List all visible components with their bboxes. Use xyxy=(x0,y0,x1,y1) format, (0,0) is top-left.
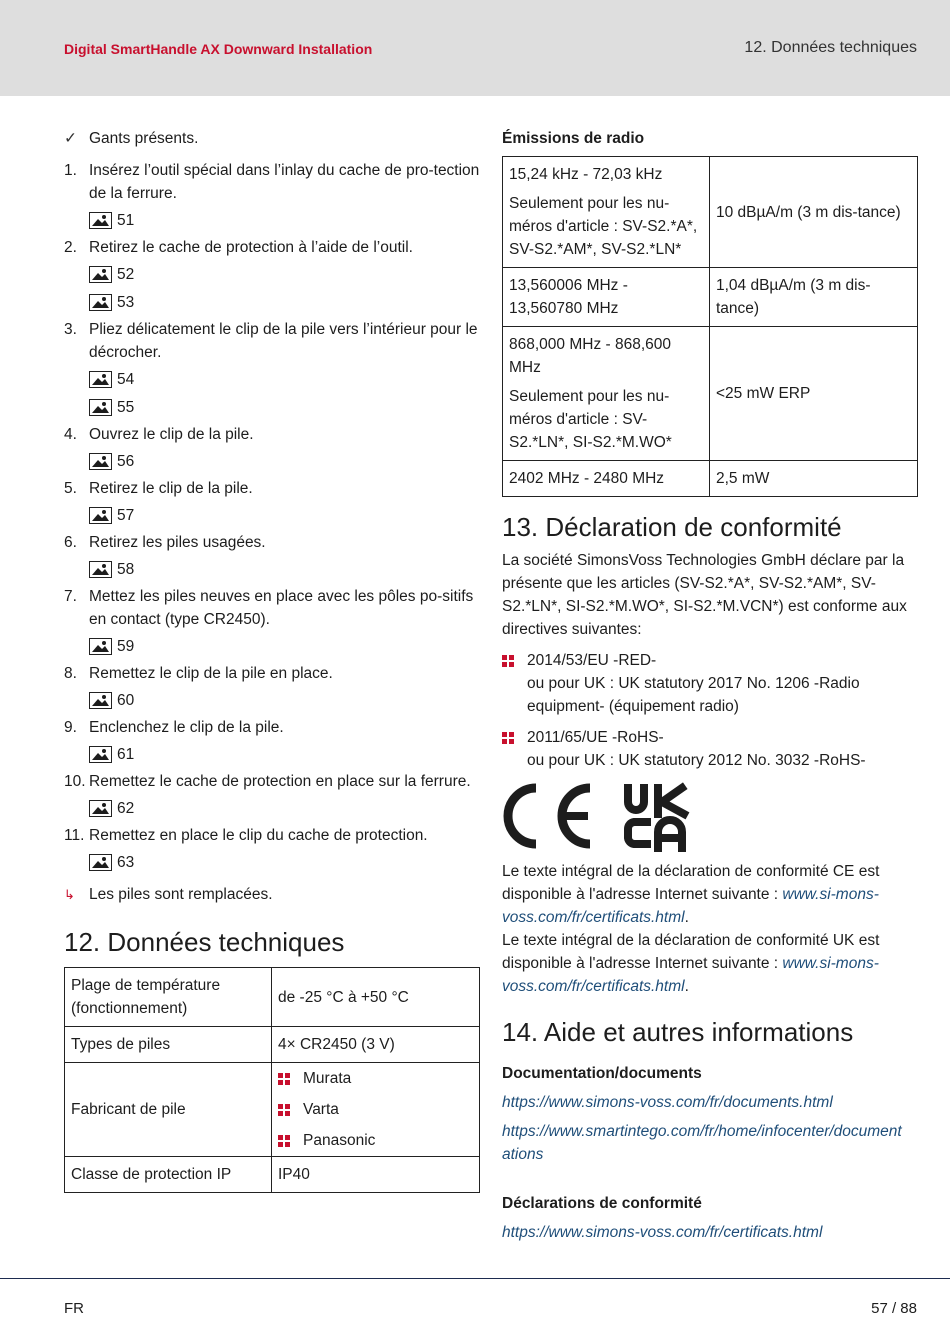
conformity-text: La société SimonsVoss Technologies GmbH déclare par la présente que les articles (SV-S2.*A*, SV-S2.*AM*, SV-S2.*LN*, SI-S2.*M.WO*, SI-S2.*M.VCN*) est conforme aux directives suivantes: xyxy=(502,552,907,638)
declarations-heading: Déclarations de conformité xyxy=(502,1195,702,1212)
figure-number: 60 xyxy=(117,691,135,709)
figure-number: 52 xyxy=(117,265,135,283)
tech-data-heading: 12. Données techniques xyxy=(64,927,345,957)
uk-link[interactable]: www.si-mons-voss.com/fr/certificats.html xyxy=(502,955,879,995)
figure-number: 57 xyxy=(117,506,135,524)
figure-reference[interactable] xyxy=(89,502,480,528)
certificates-link[interactable]: https://www.simons-voss.com/fr/certificats.html xyxy=(502,1224,823,1241)
step-text: Retirez le cache de protection à l’aide de l’outil. xyxy=(89,239,413,256)
ce-declaration: Le texte intégral de la déclaration de conformité CE est disponible à l'adresse Internet suivante : www.si-mons-voss.com/fr/certificats.html. xyxy=(502,863,880,926)
directive-code: 2014/53/EU -RED- xyxy=(527,652,657,669)
step-number: 3. xyxy=(64,321,77,338)
image-icon xyxy=(89,371,112,388)
precondition-text: Gants présents. xyxy=(89,130,199,147)
left-column xyxy=(64,127,480,1193)
step-number: 6. xyxy=(64,534,77,551)
page-header xyxy=(0,0,950,96)
ce-text: Le texte intégral de la déclaration de conformité CE est disponible à l'adresse Internet suivante : xyxy=(502,863,880,903)
battery-value: 4× CR2450 (3 V) xyxy=(272,1027,480,1063)
step-text: Remettez le cache de protection en place sur la ferrure. xyxy=(89,773,471,790)
result-text: Les piles sont remplacées. xyxy=(89,886,273,903)
footer-language: FR xyxy=(64,1300,84,1317)
table-row xyxy=(503,157,918,268)
step-number: 9. xyxy=(64,719,77,736)
result xyxy=(64,883,480,906)
figure-reference[interactable] xyxy=(89,795,480,821)
maker-label: Fabricant de pile xyxy=(65,1063,272,1157)
list-item xyxy=(64,585,480,659)
table-row xyxy=(503,461,918,497)
image-icon xyxy=(89,266,112,283)
radio-heading: Émissions de radio xyxy=(502,130,645,147)
help-heading: 14. Aide et autres informations xyxy=(502,1017,854,1047)
radio-value: 2,5 mW xyxy=(710,461,918,497)
list-item xyxy=(502,649,918,718)
figure-number: 56 xyxy=(117,452,135,470)
table-row xyxy=(65,968,480,1027)
radio-freq: 15,24 kHz - 72,03 kHz xyxy=(509,166,663,183)
ip-value: IP40 xyxy=(272,1157,480,1193)
ip-label: Classe de protection IP xyxy=(65,1157,272,1193)
document-title: Digital SmartHandle AX Downward Installation xyxy=(64,41,373,57)
image-icon xyxy=(89,800,112,817)
bullet-icon xyxy=(278,1073,290,1085)
directive-uk: ou pour UK : UK statutory 2017 No. 1206 -Radio equipment- (équipement radio) xyxy=(527,675,860,715)
maker-list xyxy=(272,1063,480,1157)
bullet-icon xyxy=(502,732,514,744)
directive-uk: ou pour UK : UK statutory 2012 No. 3032 -RoHS- xyxy=(527,752,866,769)
checkmark-icon: ✓ xyxy=(64,130,77,147)
figure-reference[interactable] xyxy=(89,261,480,287)
documentation-heading: Documentation/documents xyxy=(502,1065,702,1082)
list-item xyxy=(64,423,480,474)
table-row xyxy=(65,1027,480,1063)
radio-value: 1,04 dBµA/m (3 m dis-tance) xyxy=(710,268,918,327)
temp-label: Plage de température (fonctionnement) xyxy=(65,968,272,1027)
image-icon xyxy=(89,294,112,311)
figure-reference[interactable] xyxy=(89,448,480,474)
figure-number: 63 xyxy=(117,853,135,871)
image-icon xyxy=(89,507,112,524)
figure-number: 51 xyxy=(117,211,135,229)
step-number: 1. xyxy=(64,162,77,179)
list-item xyxy=(64,318,480,420)
figure-number: 54 xyxy=(117,370,135,388)
precondition xyxy=(64,127,480,150)
step-text: Pliez délicatement le clip de la pile vers l’intérieur pour le décrocher. xyxy=(89,321,478,361)
image-icon xyxy=(89,561,112,578)
step-number: 2. xyxy=(64,239,77,256)
battery-label: Types de piles xyxy=(65,1027,272,1063)
page-number: 57 / 88 xyxy=(871,1300,917,1317)
step-number: 7. xyxy=(64,588,77,605)
maker-name: Varta xyxy=(303,1101,339,1118)
image-icon xyxy=(89,453,112,470)
step-text: Mettez les piles neuves en place avec les pôles po-sitifs en contact (type CR2450). xyxy=(89,588,474,628)
documents-link[interactable]: https://www.simons-voss.com/fr/documents.html xyxy=(502,1094,833,1111)
table-row xyxy=(503,268,918,327)
step-text: Remettez en place le clip du cache de protection. xyxy=(89,827,428,844)
image-icon xyxy=(89,399,112,416)
figure-reference[interactable] xyxy=(89,556,480,582)
image-icon xyxy=(89,746,112,763)
list-item xyxy=(64,824,480,875)
ce-ukca-marks-icon xyxy=(502,782,702,852)
list-item xyxy=(64,159,480,233)
step-number: 4. xyxy=(64,426,77,443)
figure-reference[interactable] xyxy=(89,687,480,713)
radio-note: Seulement pour les nu-méros d'article : SV-S2.*LN*, SI-S2.*M.WO* xyxy=(509,388,672,451)
list-item xyxy=(278,1129,473,1152)
table-row xyxy=(65,1157,480,1193)
list-item xyxy=(64,662,480,713)
conformity-heading: 13. Déclaration de conformité xyxy=(502,512,842,542)
step-number: 8. xyxy=(64,665,77,682)
temp-value: de -25 °C à +50 °C xyxy=(272,968,480,1027)
list-item xyxy=(278,1067,473,1090)
image-icon xyxy=(89,638,112,655)
figure-number: 58 xyxy=(117,560,135,578)
bullet-icon xyxy=(502,655,514,667)
figure-reference[interactable] xyxy=(89,849,480,875)
tech-data-table xyxy=(64,967,480,1193)
certification-marks xyxy=(502,782,918,852)
step-text: Enclenchez le clip de la pile. xyxy=(89,719,284,736)
instruction-steps xyxy=(64,159,480,875)
maker-name: Panasonic xyxy=(303,1132,376,1149)
step-text: Retirez les piles usagées. xyxy=(89,534,266,551)
infocenter-link[interactable]: https://www.smartintego.com/fr/home/infocenter/documentations xyxy=(502,1123,902,1163)
list-item xyxy=(64,531,480,582)
radio-table xyxy=(502,156,918,497)
figure-reference[interactable] xyxy=(89,366,480,392)
radio-freq: 13,560006 MHz - 13,560780 MHz xyxy=(503,268,710,327)
result-arrow-icon: ↳ xyxy=(64,887,75,902)
uk-declaration: Le texte intégral de la déclaration de conformité UK est disponible à l'adresse Internet suivante : www.si-mons-voss.com/fr/certificats.html. xyxy=(502,932,880,995)
radio-freq: 868,000 MHz - 868,600 MHz xyxy=(509,336,671,376)
figure-number: 59 xyxy=(117,637,135,655)
step-number: 10. xyxy=(64,773,86,790)
figure-number: 62 xyxy=(117,799,135,817)
step-text: Retirez le clip de la pile. xyxy=(89,480,253,497)
image-icon xyxy=(89,854,112,871)
table-row xyxy=(503,327,918,461)
figure-number: 55 xyxy=(117,398,135,416)
radio-note: Seulement pour les nu-méros d'article : SV-S2.*A*, SV-S2.*AM*, SV-S2.*LN* xyxy=(509,195,698,258)
figure-reference[interactable] xyxy=(89,289,480,315)
step-number: 5. xyxy=(64,480,77,497)
figure-reference[interactable] xyxy=(89,394,480,420)
list-item xyxy=(64,716,480,767)
radio-value: 10 dBµA/m (3 m dis-tance) xyxy=(710,157,918,268)
right-column xyxy=(502,127,918,1244)
directive-code: 2011/65/UE -RoHS- xyxy=(527,729,664,746)
bullet-icon xyxy=(278,1104,290,1116)
list-item xyxy=(64,770,480,821)
radio-freq: 2402 MHz - 2480 MHz xyxy=(503,461,710,497)
ce-link[interactable]: www.si-mons-voss.com/fr/certificats.html xyxy=(502,886,879,926)
uk-text: Le texte intégral de la déclaration de conformité UK est disponible à l'adresse Internet suivante : xyxy=(502,932,880,972)
figure-number: 61 xyxy=(117,745,135,763)
image-icon xyxy=(89,692,112,709)
bullet-icon xyxy=(278,1135,290,1147)
step-text: Insérez l’outil spécial dans l’inlay du cache de pro-tection de la ferrure. xyxy=(89,162,480,202)
radio-value: <25 mW ERP xyxy=(710,327,918,461)
footer-divider xyxy=(0,1278,950,1279)
list-item xyxy=(502,726,918,772)
figure-reference[interactable] xyxy=(89,741,480,767)
figure-reference[interactable] xyxy=(89,207,480,233)
list-item xyxy=(278,1098,473,1121)
chapter-title: 12. Données techniques xyxy=(744,39,917,56)
step-number: 11. xyxy=(64,827,85,844)
maker-name: Murata xyxy=(303,1070,352,1087)
table-row xyxy=(65,1063,480,1157)
figure-number: 53 xyxy=(117,293,135,311)
step-text: Remettez le clip de la pile en place. xyxy=(89,665,333,682)
list-item xyxy=(64,477,480,528)
list-item xyxy=(64,236,480,315)
figure-reference[interactable] xyxy=(89,633,480,659)
step-text: Ouvrez le clip de la pile. xyxy=(89,426,254,443)
image-icon xyxy=(89,212,112,229)
